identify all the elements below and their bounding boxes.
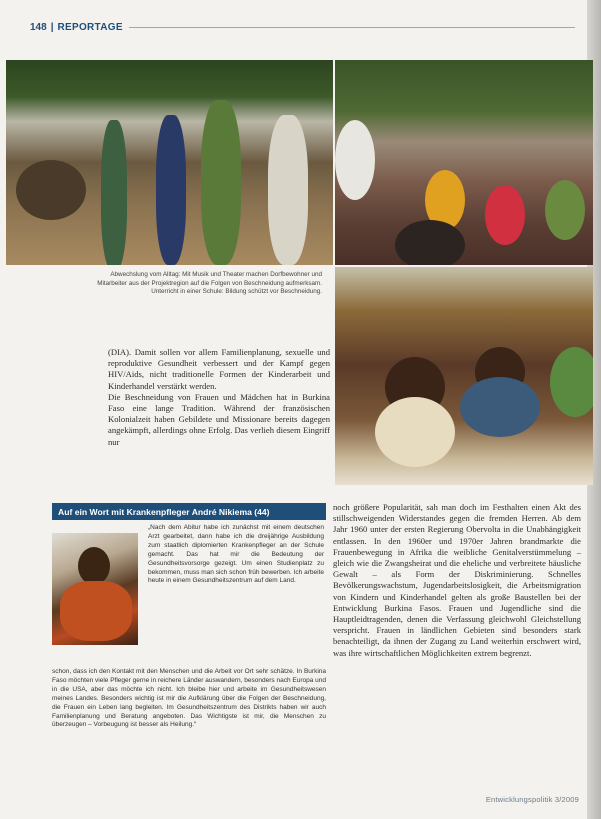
section-title: REPORTAGE <box>57 21 123 33</box>
intro-paragraph: Die Beschneidung von Frauen und Mädchen hat in Burkina Faso eine lange Tradition. Während der französischen Kolonialzeit haben Gebildete und Missionare bereits dagegen angekämpft, allerdings ohne Erfolg. Das verlieh diesem Eingriff nur <box>108 391 330 447</box>
page-header <box>30 20 575 34</box>
portrait-photo <box>52 533 138 645</box>
photo-village-gathering <box>6 60 333 265</box>
page-footer: Entwicklungspolitik 3/2009 <box>485 795 579 804</box>
interview-text-top: „Nach dem Abitur habe ich zunächst mit einem deutschen Arzt gearbeitet, dann habe ich die dreijährige Ausbildung zum staatlich diplomierten Krankenpfleger an der Schule gemacht. Das hat mir die Bedeutung der Gesundheitsvorsorge gezeigt. Um einen Studienplatz zu bekommen, muss man sich schon früh bewerben. Ich arbeite heute in einem Gesundheitszentrum auf dem Land. <box>148 524 324 585</box>
interview-text-bottom: schon, dass ich den Kontakt mit den Menschen und die Arbeit vor Ort sehr schätze. In Burkina Faso möchten viele Pfleger gerne in reichere Länder auswandern, besonders nach Europa und in die USA, aber das möchte ich nicht. Ich bleibe hier und arbeite im Gesundheitswesen meines Landes. Besonders wichtig ist mir die Aufklärung über die Folgen der Beschneidung, die Frauen ein Leben lang begleiten. Im Gesundheitszentrum des Distrikts haben wir auch Familienplanung und Beratung angeboten. Das Wichtigste ist mir, die Menschen zu überzeugen – Vorbeugung ist besser als Heilung.“ <box>52 668 326 729</box>
photo-crowd <box>335 60 593 265</box>
header-separator: | <box>50 21 54 33</box>
intro-text <box>108 347 330 448</box>
photo-classroom <box>335 267 593 485</box>
intro-paragraph: (DIA). Damit sollen vor allem Familienplanung, sexuelle und reproduktive Gesundheit verbessert und der Kampf gegen HIV/Aids, nicht traditionelle Formen der Kinderarbeit und Kinderhandel verstärkt werden. <box>108 347 330 391</box>
interview-box-title: Auf ein Wort mit Krankenpfleger André Nikiema (44) <box>52 503 326 520</box>
header-rule <box>129 27 575 28</box>
right-column-text: noch größere Popularität, sah man doch im Festhalten einen Akt des stillschweigenden Widerstandes gegen die fremden Herren. Ab dem Jahr 1960 unter der ersten Regierung Obervolta in die Unabhängigkeit entlassen. In den 1960er und 1970er Jahren brandmarkte die Frauenbewegung in Afrika die weibliche Genitalverstümmelung – gleich wie die Zwangsheirat und die eheliche und verbreitete häusliche Gewalt – als Form der Diskriminierung. Schnelles Bevölkerungswachstum, Jugendarbeitslosigkeit, die Arbeitsmigration von Kindern und Kinderhandel gelten als große Baustellen bei der Entwicklung Burkina Fasos. Frauen und Jugendliche sind die Hauptleidtragenden, denen die Verfassung gleichwohl Gleichstellung verspricht. Frauen in ländlichen Gebieten sind besonders stark benachteiligt, da ihnen der Zugang zu Land weiterhin erschwert wird, was ihre wirtschaftlichen Möglichkeiten extrem begrenzt. <box>333 502 581 658</box>
page-number: 148 <box>30 21 47 33</box>
photo-caption: Abwechslung vom Alltag: Mit Musik und Theater machen Dorfbewohner und Mitarbeiter aus der Projektregion auf die Folgen von Beschneidung aufmerksam. Unterricht in einer Schule: Bildung schützt vor Beschneidung. <box>97 271 322 296</box>
